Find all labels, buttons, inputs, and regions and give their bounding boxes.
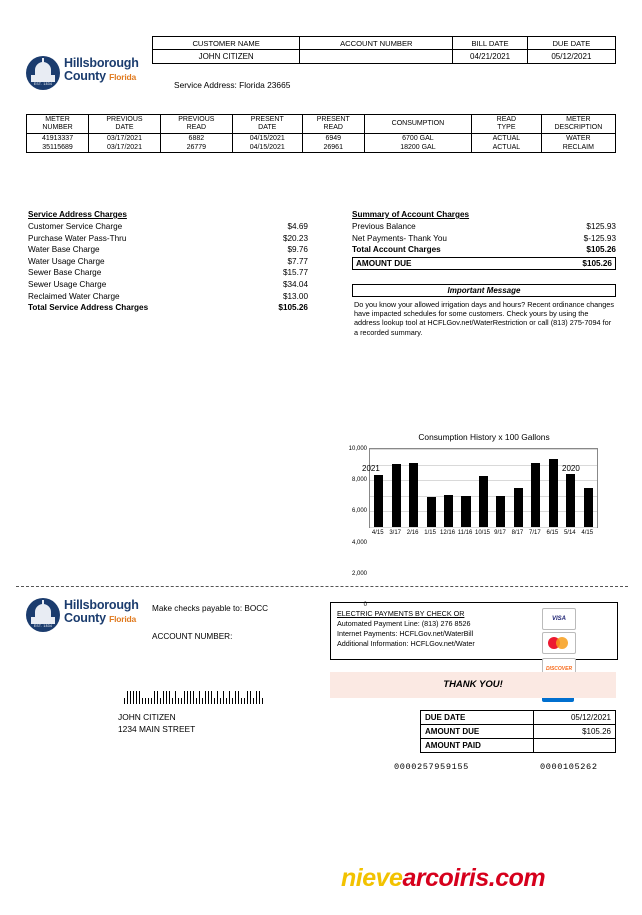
cell-present-date: 04/15/2021 [232,134,302,144]
brand-accent: Florida [109,72,137,82]
charge-label: Reclaimed Water Charge [28,291,120,301]
chart-bar [514,488,523,527]
charge-amount: $13.00 [282,291,308,301]
visa-icon: VISA [542,608,576,630]
chart-bar [461,496,470,527]
chart-bar [479,476,488,527]
chart-y-tick-label: 2,000 [351,570,367,577]
th-meter-description: METER DESCRIPTION [541,115,615,134]
summary-title: Summary of Account Charges [352,210,470,219]
summary-label: Previous Balance [352,222,416,231]
summary-row [352,244,616,256]
chart-bar [549,459,558,527]
cell-present-read: 26961 [302,143,364,153]
brand-accent-stub: Florida [109,614,137,624]
amount-due-label: AMOUNT DUE [356,258,412,268]
chart-gridline [348,446,597,452]
cell-meter-number: 41913337 [27,134,89,144]
watermark [341,864,545,893]
chart-bar [374,475,383,527]
amount-due-label-stub: AMOUNT DUE [421,725,534,739]
summary-amount: $125.93 [586,222,616,231]
charge-amount: $9.76 [287,245,308,255]
payment-phone-line: Automated Payment Line: (813) 276 8526 [337,619,471,628]
th-previous-read: PREVIOUS READ [160,115,232,134]
chart-y-tick-label: 10,000 [348,446,367,452]
mail-street: 1234 MAIN STREET [118,723,196,734]
summary-amount: $-125.93 [583,233,616,243]
charge-row [28,256,308,268]
chart-bar [566,474,575,527]
postal-barcode [124,690,266,704]
th-read-type: READ TYPE [472,115,542,134]
county-logo [26,56,146,94]
stub-account-number-label: ACCOUNT NUMBER: [152,632,233,641]
charge-row [28,267,308,279]
county-seal-icon [26,598,60,632]
ocr-line-right: 0000105262 [540,762,598,772]
cell-consumption: 6700 GAL [364,134,471,144]
important-message-block [352,284,616,337]
charge-label: Sewer Usage Charge [28,279,107,289]
cell-meter-description: RECLAIM [541,143,615,153]
payment-options-box [330,602,618,672]
th-meter-number: METER NUMBER [27,115,89,134]
chart-bar [444,495,453,527]
service-address-charges [28,210,308,314]
service-charges-title: Service Address Charges [28,210,127,219]
th-present-date: PRESENT DATE [232,115,302,134]
charge-total-label: Total Service Address Charges [28,303,149,313]
th-previous-date: PREVIOUS DATE [89,115,161,134]
chart-bar [496,496,505,527]
td-account-number [300,50,453,64]
chart-x-tick-label: 4/15 [371,530,384,536]
discover-icon: DISCOVER [542,658,576,680]
chart-bar [531,463,540,527]
chart-x-tick-label: 12/16 [440,530,456,536]
chart-x-tick-label: 5/14 [563,530,576,536]
cell-present-read: 6949 [302,134,364,144]
chart-left-year: 2021 [362,464,380,473]
cell-meter-description: WATER [541,134,615,144]
cell-previous-read: 6882 [160,134,232,144]
summary-of-account-charges [352,210,616,270]
service-address-line: Service Address: Florida 23665 [174,80,291,90]
summary-amount: $105.26 [586,245,616,255]
payment-internet-line: Internet Payments: HCFLGov.net/WaterBill [337,629,474,638]
charge-amount: $4.69 [287,222,308,231]
amount-paid-label: AMOUNT PAID [421,739,534,753]
customer-header-table [152,36,616,64]
charge-total-row [28,302,308,314]
mailing-address [118,712,195,735]
chart-title: Consumption History x 100 Gallons [418,432,550,442]
charge-row [28,279,308,291]
cell-previous-read: 26779 [160,143,232,153]
amount-due-value: $105.26 [582,258,612,268]
chart-x-tick-label: 11/16 [457,530,473,536]
consumption-history-chart [348,432,616,608]
chart-bar [584,488,593,527]
table-row [421,739,616,753]
payment-box-title: ELECTRIC PAYMENTS BY CHECK OR [337,609,465,618]
amount-due-value-stub: $105.26 [534,725,616,739]
th-consumption: CONSUMPTION [364,115,471,134]
charge-label: Sewer Base Charge [28,268,102,278]
charge-amount: $34.04 [282,279,308,289]
seal-year-label-stub: EST. 1834 [33,624,53,628]
summary-label: Net Payments- Thank You [352,233,447,243]
brand-line-2-stub: County [64,611,106,625]
summary-row [352,233,616,245]
amount-paid-value[interactable] [534,739,616,753]
mastercard-icon [542,632,576,654]
cell-consumption: 18200 GAL [364,143,471,153]
th-customer-name: CUSTOMER NAME [153,37,300,50]
charge-row [28,221,308,233]
county-seal-icon [26,56,60,90]
charge-total-amount: $105.26 [278,303,308,313]
table-row [421,725,616,739]
watermark-part-2: arcoiris [402,864,489,892]
charge-label: Purchase Water Pass-Thru [28,233,127,243]
brand-line-2: County [64,69,106,83]
table-row [27,143,616,153]
chart-x-tick-label: 4/15 [581,530,594,536]
ocr-line-left: 0000257959155 [394,762,469,772]
chart-y-tick-label: 0 [363,602,367,608]
cell-previous-date: 03/17/2021 [89,134,161,144]
td-bill-date: 04/21/2021 [453,50,527,64]
th-account-number: ACCOUNT NUMBER [300,37,453,50]
th-present-read: PRESENT READ [302,115,364,134]
chart-x-tick-label: 1/15 [424,530,436,536]
due-date-value: 05/12/2021 [534,711,616,725]
chart-x-tick-label: 6/15 [546,530,559,536]
cell-previous-date: 03/17/2021 [89,143,161,153]
cell-meter-number: 35115689 [27,143,89,153]
chart-x-tick-label: 9/17 [494,530,506,536]
watermark-part-3: .com [488,864,546,892]
chart-y-tick-label: 8,000 [351,477,367,484]
chart-x-axis-labels [369,528,596,538]
meter-readings-table [26,114,616,153]
charge-amount: $7.77 [287,256,308,266]
make-checks-payable-text: Make checks payable to: BOCC [152,604,269,613]
charge-label: Water Usage Charge [28,256,105,266]
due-date-label: DUE DATE [421,711,534,725]
chart-x-tick-label: 2/16 [406,530,419,536]
table-row [27,134,616,144]
summary-label: Total Account Charges [352,245,441,255]
table-row [421,711,616,725]
chart-bar [409,463,418,527]
important-message-body: Do you know your allowed irrigation days and hours? Recent ordinance changes have impacted schedules for some customers. Check yours by using the address lookup tool at HCFLGov.net/WaterRestriction or call (813) 275-7094 for a recorded summary. [354,300,615,337]
payment-due-table [420,710,616,753]
charge-label: Water Base Charge [28,245,100,255]
th-due-date: DUE DATE [527,37,615,50]
watermark-part-1: nieve [341,864,403,892]
chart-x-tick-label: 7/17 [529,530,541,536]
td-due-date: 05/12/2021 [527,50,615,64]
tear-off-divider [16,586,628,587]
chart-x-tick-label: 8/17 [511,530,524,536]
chart-x-tick-label: 10/15 [474,530,491,536]
charge-row [28,291,308,303]
thank-you-banner: THANK YOU! [330,672,616,698]
chart-y-tick-label: 4,000 [351,539,367,546]
chart-bar [392,464,401,527]
summary-row [352,221,616,233]
mail-name: JOHN CITIZEN [118,712,176,722]
cell-read-type: ACTUAL [472,134,542,144]
important-message-title: Important Message [352,284,616,297]
cell-read-type: ACTUAL [472,143,542,153]
chart-x-tick-label: 3/17 [389,530,402,536]
charge-label: Customer Service Charge [28,222,123,231]
chart-bar [427,497,436,527]
brand-line-1-stub: Hillsborough [64,598,139,612]
brand-line-1: Hillsborough [64,56,139,70]
charge-row [28,244,308,256]
cell-present-date: 04/15/2021 [232,143,302,153]
chart-y-tick-label: 6,000 [351,508,367,515]
seal-year-label: EST. 1834 [33,82,53,86]
chart-right-year: 2020 [562,464,580,473]
th-bill-date: BILL DATE [453,37,527,50]
td-customer-name: JOHN CITIZEN [153,50,300,64]
charge-row [28,233,308,245]
payment-info-line: Additional Information: HCFLGov.net/Water [337,639,475,648]
county-logo-stub [26,598,156,638]
amount-due-row [352,257,616,270]
charge-amount: $20.23 [282,233,308,243]
charge-amount: $15.77 [282,268,308,278]
